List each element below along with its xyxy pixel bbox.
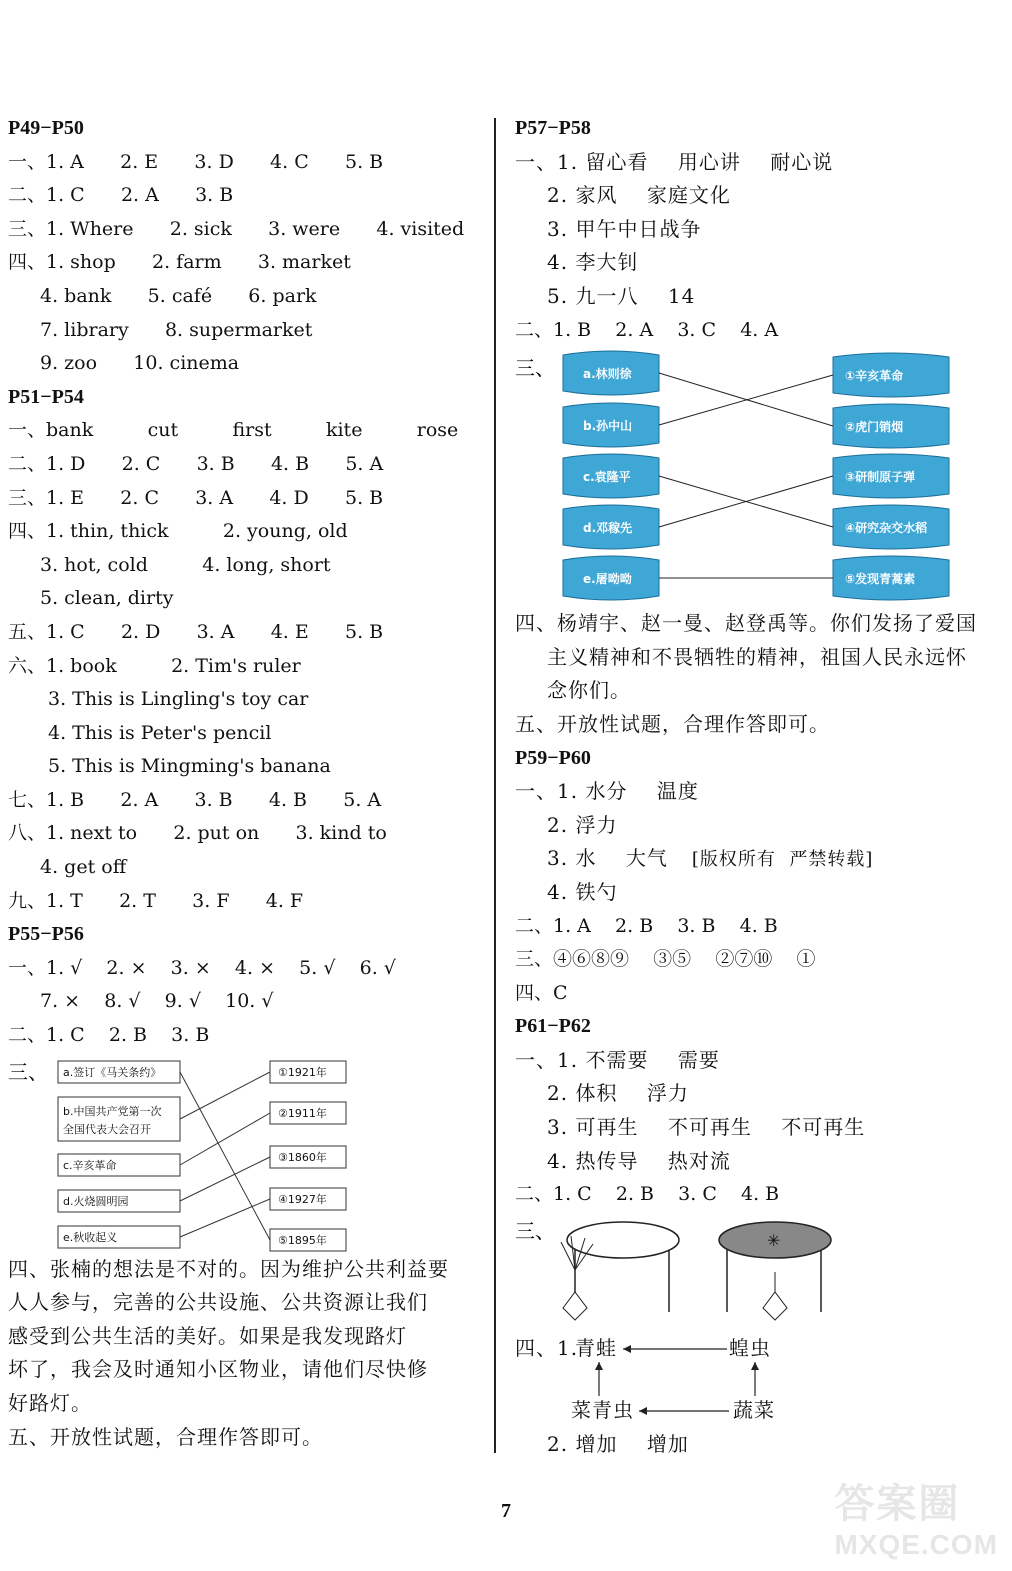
answer-line: 四、C	[515, 981, 568, 1004]
answer-line	[515, 842, 995, 876]
match-text: b.中国共产党第一次	[63, 1104, 162, 1118]
left-column	[8, 112, 478, 1454]
answer-line: 四、张楠的想法是不对的。因为维护公共利益要	[8, 1256, 449, 1281]
answer-line: 一、bank cut first kite rose	[8, 419, 459, 442]
site-watermark	[834, 1472, 998, 1561]
match-line	[659, 375, 833, 425]
answer-line: 2. 浮力	[547, 812, 618, 837]
answer-line: 4. 热传导 热对流	[547, 1148, 731, 1173]
match-text: ⑤1895年	[278, 1233, 327, 1247]
answer-line: 四、1. thin, thick 2. young, old	[8, 520, 348, 543]
page-number: 7	[501, 1500, 511, 1522]
answer-line: 二、1. B 2. A 3. C 4. A	[515, 318, 779, 341]
answer-line: 二、1. D 2. C 3. B 4. B 5. A	[8, 452, 384, 475]
answer-line: 3. This is Lingling's toy car	[48, 688, 309, 711]
answer-line: 4. bank 5. café 6. park	[40, 284, 317, 307]
section-heading: P59−P60	[515, 746, 591, 769]
table-left	[561, 1222, 679, 1320]
answer-line: 三、④⑥⑧⑨ ③⑤ ②⑦⑩ ①	[515, 948, 816, 971]
match-text: ②1911年	[278, 1106, 327, 1120]
match-text: ①1921年	[278, 1065, 327, 1079]
column-divider	[494, 118, 496, 1453]
match-text: c.辛亥革命	[63, 1158, 117, 1172]
match-text: d.邓稼先	[583, 521, 633, 536]
answer-line: 七、1. B 2. A 3. B 4. B 5. A	[8, 788, 382, 811]
answer-line: 二、1. A 2. B 3. B 4. B	[515, 914, 778, 937]
answer-line: 4. 李大钊	[547, 250, 639, 275]
match-text: a.林则徐	[583, 367, 632, 382]
section-heading: P55−P56	[8, 923, 84, 946]
answer-line: 四、杨靖宇、赵一曼、赵登禹等。你们发扬了爱国	[515, 611, 977, 636]
answer-line: 3. hot, cold 4. long, short	[40, 553, 331, 576]
match-label: 三、	[515, 356, 555, 381]
answer-line: 7. × 8. √ 9. √ 10. √	[40, 990, 274, 1013]
section-heading: P57−P58	[515, 117, 591, 139]
answer-line: 九、1. T 2. T 3. F 4. F	[8, 889, 304, 912]
answer-line: 感受到公共生活的美好。如果是我发现路灯	[8, 1323, 407, 1348]
match-line	[180, 1072, 270, 1119]
match-text: ⑤发现青蒿素	[845, 572, 916, 587]
diagram-label: 三、	[515, 1218, 555, 1243]
match-label: 三、	[8, 1059, 48, 1084]
copyright-note: [版权所有 严禁转载]	[691, 849, 874, 871]
match-text: ①辛亥革命	[845, 369, 904, 384]
answer-line: 二、1. C 2. B 3. C 4. B	[515, 1183, 780, 1206]
answer-line: 2. 增加 增加	[547, 1431, 689, 1456]
answer-line: 一、1. 不需要 需要	[515, 1047, 720, 1072]
match-text: ③研制原子弹	[845, 470, 916, 485]
answer-line: 一、1. √ 2. × 3. × 4. × 5. √ 6. √	[8, 956, 396, 979]
match-text: ④1927年	[278, 1192, 327, 1206]
match-text: d.火烧圆明园	[63, 1194, 129, 1208]
people-matching-diagram	[515, 347, 995, 607]
answer-line: 2. 体积 浮力	[547, 1081, 689, 1106]
section-heading: P61−P62	[515, 1015, 591, 1038]
answer-line: 二、1. C 2. B 3. B	[8, 1024, 210, 1047]
answer-line: 五、开放性试题，合理作答即可。	[8, 1424, 323, 1449]
answer-line: 7. library 8. supermarket	[40, 318, 313, 341]
answer-line: 2. 家风 家庭文化	[547, 183, 731, 208]
answer-line: 主义精神和不畏牺牲的精神，祖国人民永远怀	[547, 644, 967, 669]
answer-line: 八、1. next to 2. put on 3. kind to	[8, 822, 387, 845]
match-text: e.屠呦呦	[583, 572, 632, 587]
answer-label: 四、1.	[515, 1335, 579, 1360]
watermark-url: MXQE.COM	[834, 1529, 998, 1560]
star-icon: ✳	[767, 1230, 781, 1250]
match-line	[180, 1113, 270, 1165]
answer-line: 5. This is Mingming's banana	[48, 755, 331, 778]
answer-line: 五、开放性试题，合理作答即可。	[515, 711, 830, 736]
answer-line: 四、1. shop 2. farm 3. market	[8, 251, 351, 274]
answer-line: 4. get off	[40, 856, 127, 879]
answer-line: 二、1. C 2. A 3. B	[8, 184, 234, 207]
match-line	[180, 1157, 270, 1201]
answer-line: 一、1. 留心看 用心讲 耐心说	[515, 149, 834, 174]
answer-line: 5. 九一八 14	[547, 283, 696, 308]
match-text: c.袁隆平	[583, 470, 631, 485]
answer-line: 一、1. 水分 温度	[515, 779, 699, 804]
match-text: a.签订《马关条约》	[63, 1065, 162, 1079]
answer-line: 六、1. book 2. Tim's ruler	[8, 654, 301, 677]
answer-line: 3. 甲午中日战争	[547, 216, 702, 241]
answer-line: 念你们。	[547, 678, 631, 703]
match-text: e.秋收起义	[63, 1230, 118, 1244]
answer-line: 一、1. A 2. E 3. D 4. C 5. B	[8, 150, 384, 173]
match-line	[180, 1199, 270, 1237]
table-right	[719, 1222, 831, 1320]
match-text: b.孙中山	[583, 419, 633, 434]
match-text: 全国代表大会召开	[63, 1122, 151, 1136]
food-frog: 青蛙	[575, 1335, 617, 1360]
match-text: ④研究杂交水稻	[845, 521, 928, 536]
answer-line: 三、1. E 2. C 3. A 4. D 5. B	[8, 486, 384, 509]
answer-line: 五、1. C 2. D 3. A 4. E 5. B	[8, 620, 384, 643]
answer-line: 3. 可再生 不可再生 不可再生	[547, 1115, 866, 1140]
answer-line: 9. zoo 10. cinema	[40, 352, 240, 375]
answer-text: 3. 水 大气	[547, 846, 668, 871]
answer-line: 4. This is Peter's pencil	[48, 721, 272, 744]
answer-line: 三、1. Where 2. sick 3. were 4. visited	[8, 217, 465, 240]
food-locust: 蝗虫	[729, 1335, 771, 1360]
food-chain-diagram	[515, 1332, 995, 1428]
answer-line: 5. clean, dirty	[40, 587, 174, 610]
section-heading: P49−P50	[8, 117, 84, 139]
heat-experiment-diagram	[515, 1212, 995, 1332]
answer-line: 好路灯。	[8, 1391, 92, 1415]
food-vegetable: 蔬菜	[733, 1397, 775, 1422]
food-caterpillar: 菜青虫	[571, 1397, 634, 1422]
watermark-text: 答案圈	[834, 1482, 961, 1526]
answer-line: 坏了，我会及时通知小区物业，请他们尽快修	[8, 1357, 428, 1382]
right-column	[515, 112, 995, 1461]
answer-line: 人人参与，完善的公共设施、公共资源让我们	[8, 1290, 428, 1315]
match-line	[180, 1072, 270, 1240]
match-text: ②虎门销烟	[845, 420, 904, 435]
food-chain-arrows	[515, 1332, 815, 1428]
match-text: ③1860年	[278, 1150, 327, 1164]
history-matching-diagram	[8, 1053, 478, 1253]
answer-line: 4. 铁勺	[547, 879, 618, 904]
section-heading: P51−P54	[8, 385, 84, 408]
